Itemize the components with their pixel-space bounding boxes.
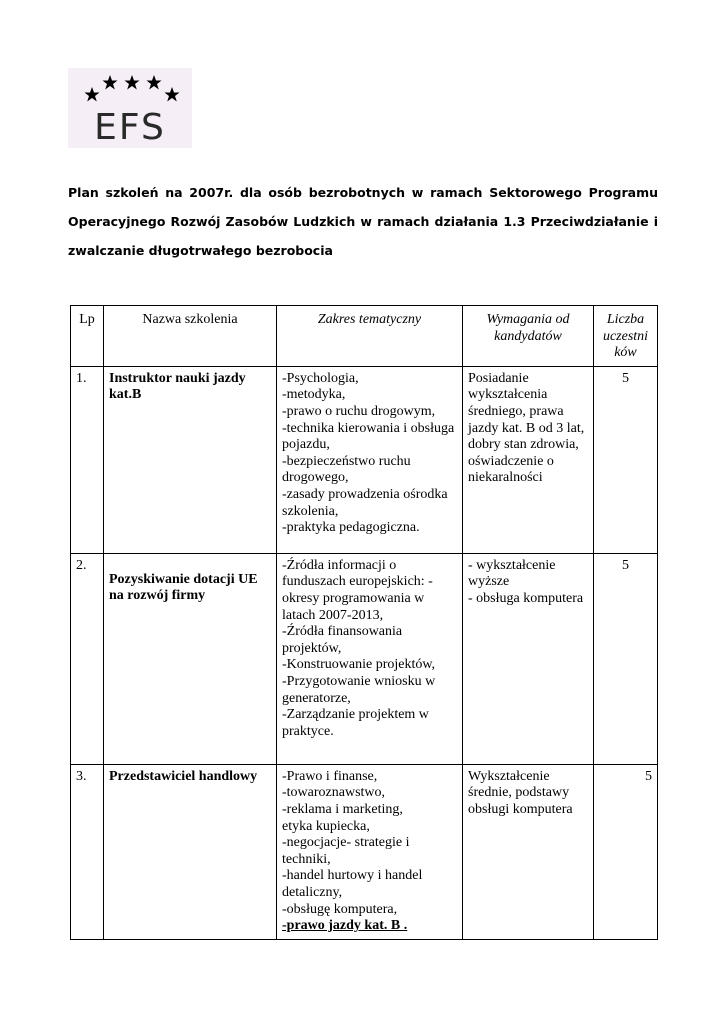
zakres-item: -Zarządzanie projektem w praktyce. bbox=[282, 707, 429, 739]
header-zakres: Zakres tematyczny bbox=[277, 306, 463, 367]
zakres-item: -reklama i marketing, bbox=[282, 801, 403, 817]
row-zakres bbox=[277, 366, 463, 553]
logo-text: EFS bbox=[94, 107, 166, 148]
row-nazwa: Przedstawiciel handlowy bbox=[104, 764, 277, 939]
table-header-row bbox=[71, 306, 658, 367]
zakres-item: -zasady prowadzenia ośrodka szkolenia, bbox=[282, 486, 448, 519]
row-wymagania: Posiadanie wykształcenia średniego, prawa jazdy kat. B od 3 lat, dobry stan zdrowia, oświadczenie o niekaralności bbox=[463, 366, 594, 553]
zakres-item: -handel hurtowy i handel detaliczny, bbox=[282, 868, 423, 900]
zakres-item: -bezpieczeństwo ruchu drogowego, bbox=[282, 453, 411, 486]
header-liczba: Liczba uczestni ków bbox=[594, 306, 658, 367]
logo-star-icon bbox=[147, 75, 162, 90]
zakres-item: -Źródła informacji o funduszach europejskich: - okresy programowania w latach 2007-2013, bbox=[282, 557, 433, 623]
logo-star-icon bbox=[85, 87, 100, 102]
zakres-item: -Prawo i finanse, bbox=[282, 768, 378, 784]
zakres-item: -metodyka, bbox=[282, 387, 346, 403]
row-lp: 3. bbox=[71, 764, 104, 939]
row-zakres bbox=[277, 553, 463, 764]
zakres-item: -Źródła finansowania projektów, bbox=[282, 624, 403, 656]
wymagania-item: - obsługa komputera bbox=[468, 590, 584, 606]
header-lp: Lp bbox=[71, 306, 104, 367]
row-nazwa: Pozyskiwanie dotacji UE na rozwój firmy bbox=[104, 553, 277, 764]
row-nazwa: Instruktor nauki jazdy kat.B bbox=[104, 366, 277, 553]
document-title: Plan szkoleń na 2007r. dla osób bezrobotnych w ramach Sektorowego Programu Operacyjnego Rozwój Zasobów Ludzkich w ramach działania 1.3 Przeciwdziałanie i zwalczanie długotrwałego bezrobocia bbox=[68, 185, 658, 258]
zakres-item: -Przygotowanie wniosku w generatorze, bbox=[282, 673, 436, 706]
logo-star-icon bbox=[125, 75, 140, 90]
efs-logo-graphic bbox=[68, 68, 192, 148]
training-plan-table bbox=[70, 305, 658, 940]
zakres-item: -prawo o ruchu drogowym, bbox=[282, 403, 436, 419]
zakres-item: -Konstruowanie projektów, bbox=[282, 657, 436, 673]
table-row bbox=[71, 764, 658, 939]
logo-star-icon bbox=[103, 75, 118, 90]
zakres-item: -Psychologia, bbox=[282, 370, 359, 386]
row-wymagania bbox=[463, 553, 594, 764]
row-liczba: 5 bbox=[594, 553, 658, 764]
zakres-item: -technika kierowania i obsługa pojazdu, bbox=[282, 420, 455, 453]
table-row bbox=[71, 366, 658, 553]
wymagania-item: - wykształcenie wyższe bbox=[468, 557, 556, 590]
row-liczba: 5 bbox=[594, 764, 658, 939]
row-lp: 2. bbox=[71, 553, 104, 764]
zakres-item-underlined: -prawo jazdy kat. B . bbox=[282, 918, 408, 934]
zakres-item: etyka kupiecka, bbox=[282, 818, 370, 834]
row-lp: 1. bbox=[71, 366, 104, 553]
zakres-item: -towaroznawstwo, bbox=[282, 785, 386, 801]
efs-logo bbox=[68, 68, 192, 148]
zakres-item: -praktyka pedagogiczna. bbox=[282, 520, 420, 536]
zakres-item: -obsługę komputera, bbox=[282, 901, 398, 917]
row-liczba: 5 bbox=[594, 366, 658, 553]
table-row bbox=[71, 553, 658, 764]
row-zakres bbox=[277, 764, 463, 939]
row-wymagania: Wykształcenie średnie, podstawy obsługi komputera bbox=[463, 764, 594, 939]
logo-star-icon bbox=[165, 87, 180, 102]
header-nazwa: Nazwa szkolenia bbox=[104, 306, 277, 367]
header-wymagania: Wymagania od kandydatów bbox=[463, 306, 594, 367]
zakres-item: -negocjacje- strategie i techniki, bbox=[282, 835, 410, 867]
